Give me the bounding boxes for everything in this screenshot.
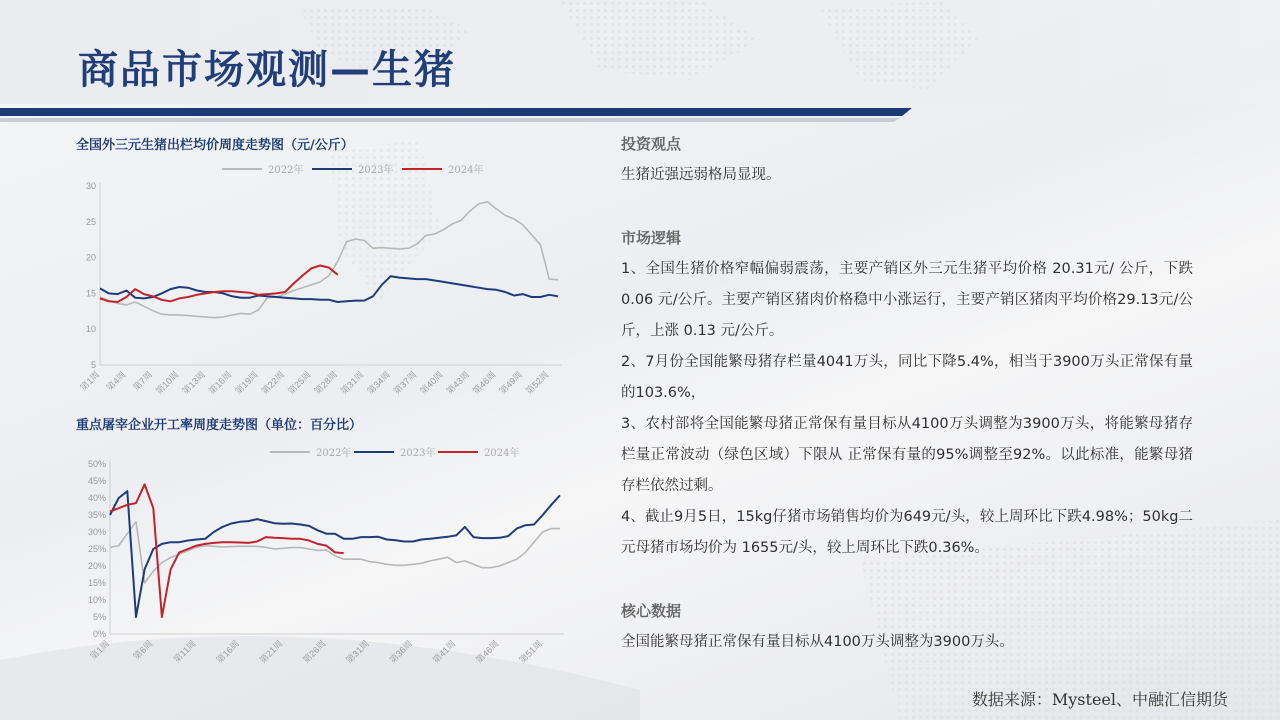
logic-list bbox=[621, 254, 1193, 564]
x-tick-label: 第41周 bbox=[430, 638, 458, 666]
legend-label: 2022年 bbox=[268, 165, 304, 176]
x-tick-label: 第16周 bbox=[206, 369, 234, 397]
y-tick-label: 10% bbox=[87, 595, 106, 605]
y-tick-label: 5 bbox=[90, 360, 96, 370]
y-tick-label: 10 bbox=[85, 324, 96, 335]
core-text: 全国能繁母猪正常保有量目标从4100万头调整为3900万头。 bbox=[621, 634, 1014, 650]
data-source: 数据来源：Mysteel、中融汇信期货 bbox=[971, 690, 1228, 709]
core-heading: 核心数据 bbox=[621, 602, 682, 620]
series-line-2023年 bbox=[100, 276, 558, 302]
hog-price-chart bbox=[70, 150, 580, 412]
series-line-2024年 bbox=[110, 484, 344, 617]
legend-label: 2023年 bbox=[358, 165, 394, 176]
title-underline-band bbox=[0, 104, 1280, 124]
x-tick-label: 第40周 bbox=[418, 369, 445, 397]
x-tick-label: 第51周 bbox=[517, 638, 545, 666]
logic-item-1: 1、全国生猪价格窄幅偏弱震荡，主要产销区外三元生猪平均价格 20.31元/ 公斤，下跌 0.06 元/公斤。主要产销区猪肉价格稳中小涨运行，主要产销区猪肉平均价格29.13元/公 斤，上涨 0.13 元/公斤。 bbox=[621, 261, 1193, 339]
y-tick-label: 20 bbox=[85, 252, 96, 263]
legend-label: 2023年 bbox=[400, 448, 436, 459]
y-tick-label: 30 bbox=[85, 181, 96, 191]
y-tick-label: 15% bbox=[87, 578, 106, 588]
chart1-title: 全国外三元生猪出栏均价周度走势图（元/公斤） bbox=[76, 138, 354, 153]
x-tick-label: 第19周 bbox=[233, 369, 260, 397]
y-tick-label: 50% bbox=[87, 459, 106, 469]
x-tick-label: 第10周 bbox=[153, 369, 181, 397]
x-tick-label: 第31周 bbox=[338, 369, 366, 397]
x-tick-label: 第43周 bbox=[444, 369, 472, 397]
page-title: 商品市场观测—生猪 bbox=[78, 47, 456, 93]
x-tick-label: 第46周 bbox=[470, 369, 498, 397]
legend-label: 2022年 bbox=[316, 448, 352, 459]
x-tick-label: 第36周 bbox=[387, 638, 415, 666]
x-tick-label: 第49周 bbox=[497, 369, 525, 397]
legend-label: 2024年 bbox=[448, 165, 484, 176]
x-tick-label: 第22周 bbox=[259, 369, 287, 397]
y-tick-label: 25% bbox=[87, 544, 106, 554]
y-tick-label: 20% bbox=[87, 561, 106, 571]
slaughter-rate-chart bbox=[70, 436, 580, 680]
x-tick-label: 第28周 bbox=[312, 369, 340, 397]
y-tick-label: 25 bbox=[85, 216, 96, 227]
x-tick-label: 第4周 bbox=[104, 369, 128, 393]
x-tick-label: 第34周 bbox=[365, 369, 393, 397]
x-tick-label: 第46周 bbox=[473, 638, 501, 666]
x-tick-label: 第16周 bbox=[214, 638, 242, 666]
x-tick-label: 第26周 bbox=[300, 638, 328, 666]
x-tick-label: 第7周 bbox=[130, 369, 155, 393]
x-tick-label: 第52周 bbox=[523, 369, 551, 397]
y-tick-label: 30% bbox=[87, 527, 106, 537]
logic-item-3: 3、农村部将全国能繁母猪正常保有量目标从4100万头调整为3900万头，将能繁母猪存栏量正常波动（绿色区域）下限从 正常保有量的95%调整至92%。以此标准，能繁母猪存栏依然过剩。 bbox=[621, 416, 1193, 494]
view-heading: 投资观点 bbox=[621, 135, 682, 153]
x-tick-label: 第11周 bbox=[171, 638, 198, 665]
x-tick-label: 第1周 bbox=[78, 369, 102, 393]
y-tick-label: 15 bbox=[85, 288, 96, 299]
logic-heading: 市场逻辑 bbox=[621, 229, 682, 247]
y-tick-label: 35% bbox=[87, 510, 106, 520]
x-tick-label: 第1周 bbox=[88, 638, 112, 662]
logic-item-2: 2、7月份全国能繁母猪存栏量4041万头，同比下降5.4%，相当于3900万头正常保有量的103.6%， bbox=[621, 354, 1193, 401]
y-tick-label: 45% bbox=[87, 476, 106, 486]
chart2-title: 重点屠宰企业开工率周度走势图（单位：百分比） bbox=[76, 418, 363, 433]
x-tick-label: 第37周 bbox=[391, 369, 419, 397]
x-tick-label: 第13周 bbox=[180, 369, 208, 397]
y-tick-label: 0% bbox=[92, 629, 106, 639]
series-line-2024年 bbox=[100, 266, 338, 303]
x-tick-label: 第21周 bbox=[257, 638, 285, 666]
view-text: 生猪近强远弱格局显现。 bbox=[621, 167, 781, 183]
x-tick-label: 第25周 bbox=[285, 369, 313, 397]
y-tick-label: 5% bbox=[92, 612, 106, 622]
y-tick-label: 40% bbox=[87, 493, 106, 503]
logic-item-4: 4、截止9月5日，15kg仔猪市场销售均价为649元/头，较上周环比下跌4.98%；50kg二元母猪市场均价为 1655元/头，较上周环比下跌0.36%。 bbox=[621, 509, 1193, 556]
x-tick-label: 第31周 bbox=[344, 638, 372, 666]
legend-label: 2024年 bbox=[484, 448, 520, 459]
x-tick-label: 第6周 bbox=[131, 638, 155, 662]
